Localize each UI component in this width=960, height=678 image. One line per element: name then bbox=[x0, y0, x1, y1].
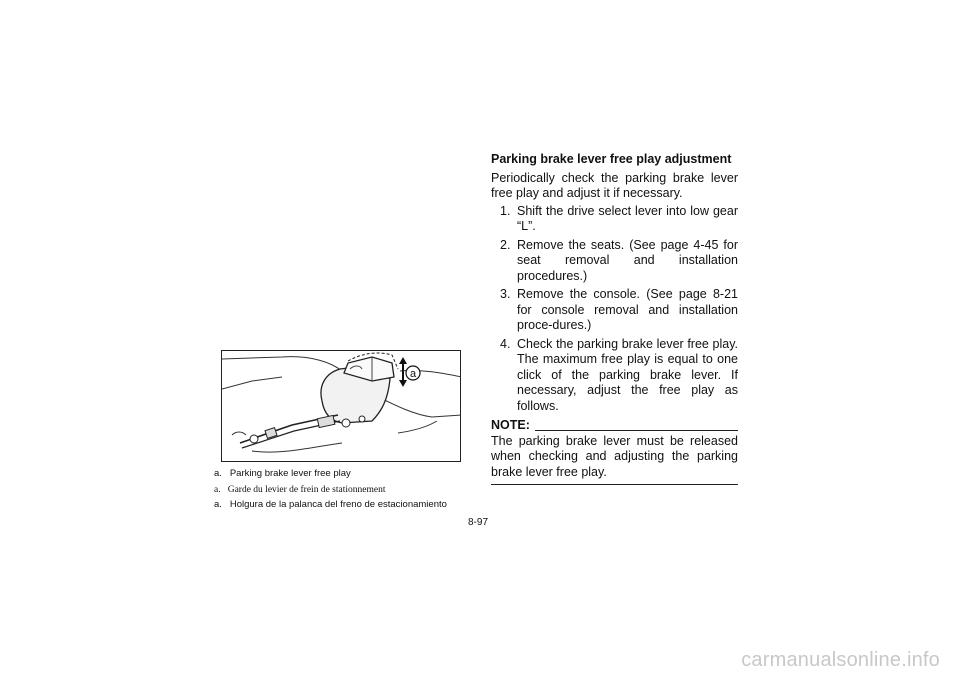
parking-brake-drawing bbox=[222, 351, 461, 462]
note-text: The parking brake lever must be released when checking and adjusting the parking brake lever free play. bbox=[491, 433, 738, 479]
step-text: Remove the seats. (See page 4-45 for seat removal and installation procedures.) bbox=[517, 237, 738, 283]
step-list bbox=[491, 204, 738, 415]
step-text: Shift the drive select lever into low gear “L”. bbox=[517, 203, 738, 233]
list-item bbox=[491, 337, 738, 415]
main-text-column bbox=[491, 152, 738, 485]
page-number-text: 8-97 bbox=[467, 517, 488, 528]
note-header bbox=[491, 418, 738, 434]
callout-label: a bbox=[409, 368, 417, 380]
parking-brake-illustration bbox=[221, 350, 461, 462]
step-text: Check the parking brake lever free play. The maximum free play is equal to one click of the parking brake lever. If necessary, adjust the free play as follows. bbox=[517, 336, 738, 413]
note-label: NOTE: bbox=[491, 418, 530, 432]
page-number bbox=[0, 517, 958, 528]
figure-caption-fr: a. Garde du levier de frein de stationnement bbox=[214, 485, 386, 495]
intro-paragraph: Periodically check the parking brake lever free play and adjust it if necessary. bbox=[491, 170, 738, 200]
step-number: 4. bbox=[500, 336, 511, 351]
watermark: carmanualsonline.info bbox=[741, 649, 940, 671]
list-item bbox=[491, 287, 738, 334]
note-rule bbox=[535, 430, 738, 431]
step-number: 3. bbox=[500, 287, 511, 301]
figure-caption-en: a. Parking brake lever free play bbox=[214, 468, 351, 479]
step-number: 1. bbox=[500, 203, 511, 218]
section-heading: Parking brake lever free play adjustment bbox=[491, 152, 732, 166]
note-end-rule bbox=[491, 484, 738, 485]
figure-caption-es: a. Holgura de la palanca del freno de estacionamiento bbox=[214, 499, 447, 510]
list-item bbox=[491, 238, 738, 285]
list-item bbox=[491, 204, 738, 235]
step-number: 2. bbox=[500, 237, 511, 252]
step-text: Remove the console. (See page 8-21 for console removal and installation proce-dures.) bbox=[517, 287, 738, 332]
